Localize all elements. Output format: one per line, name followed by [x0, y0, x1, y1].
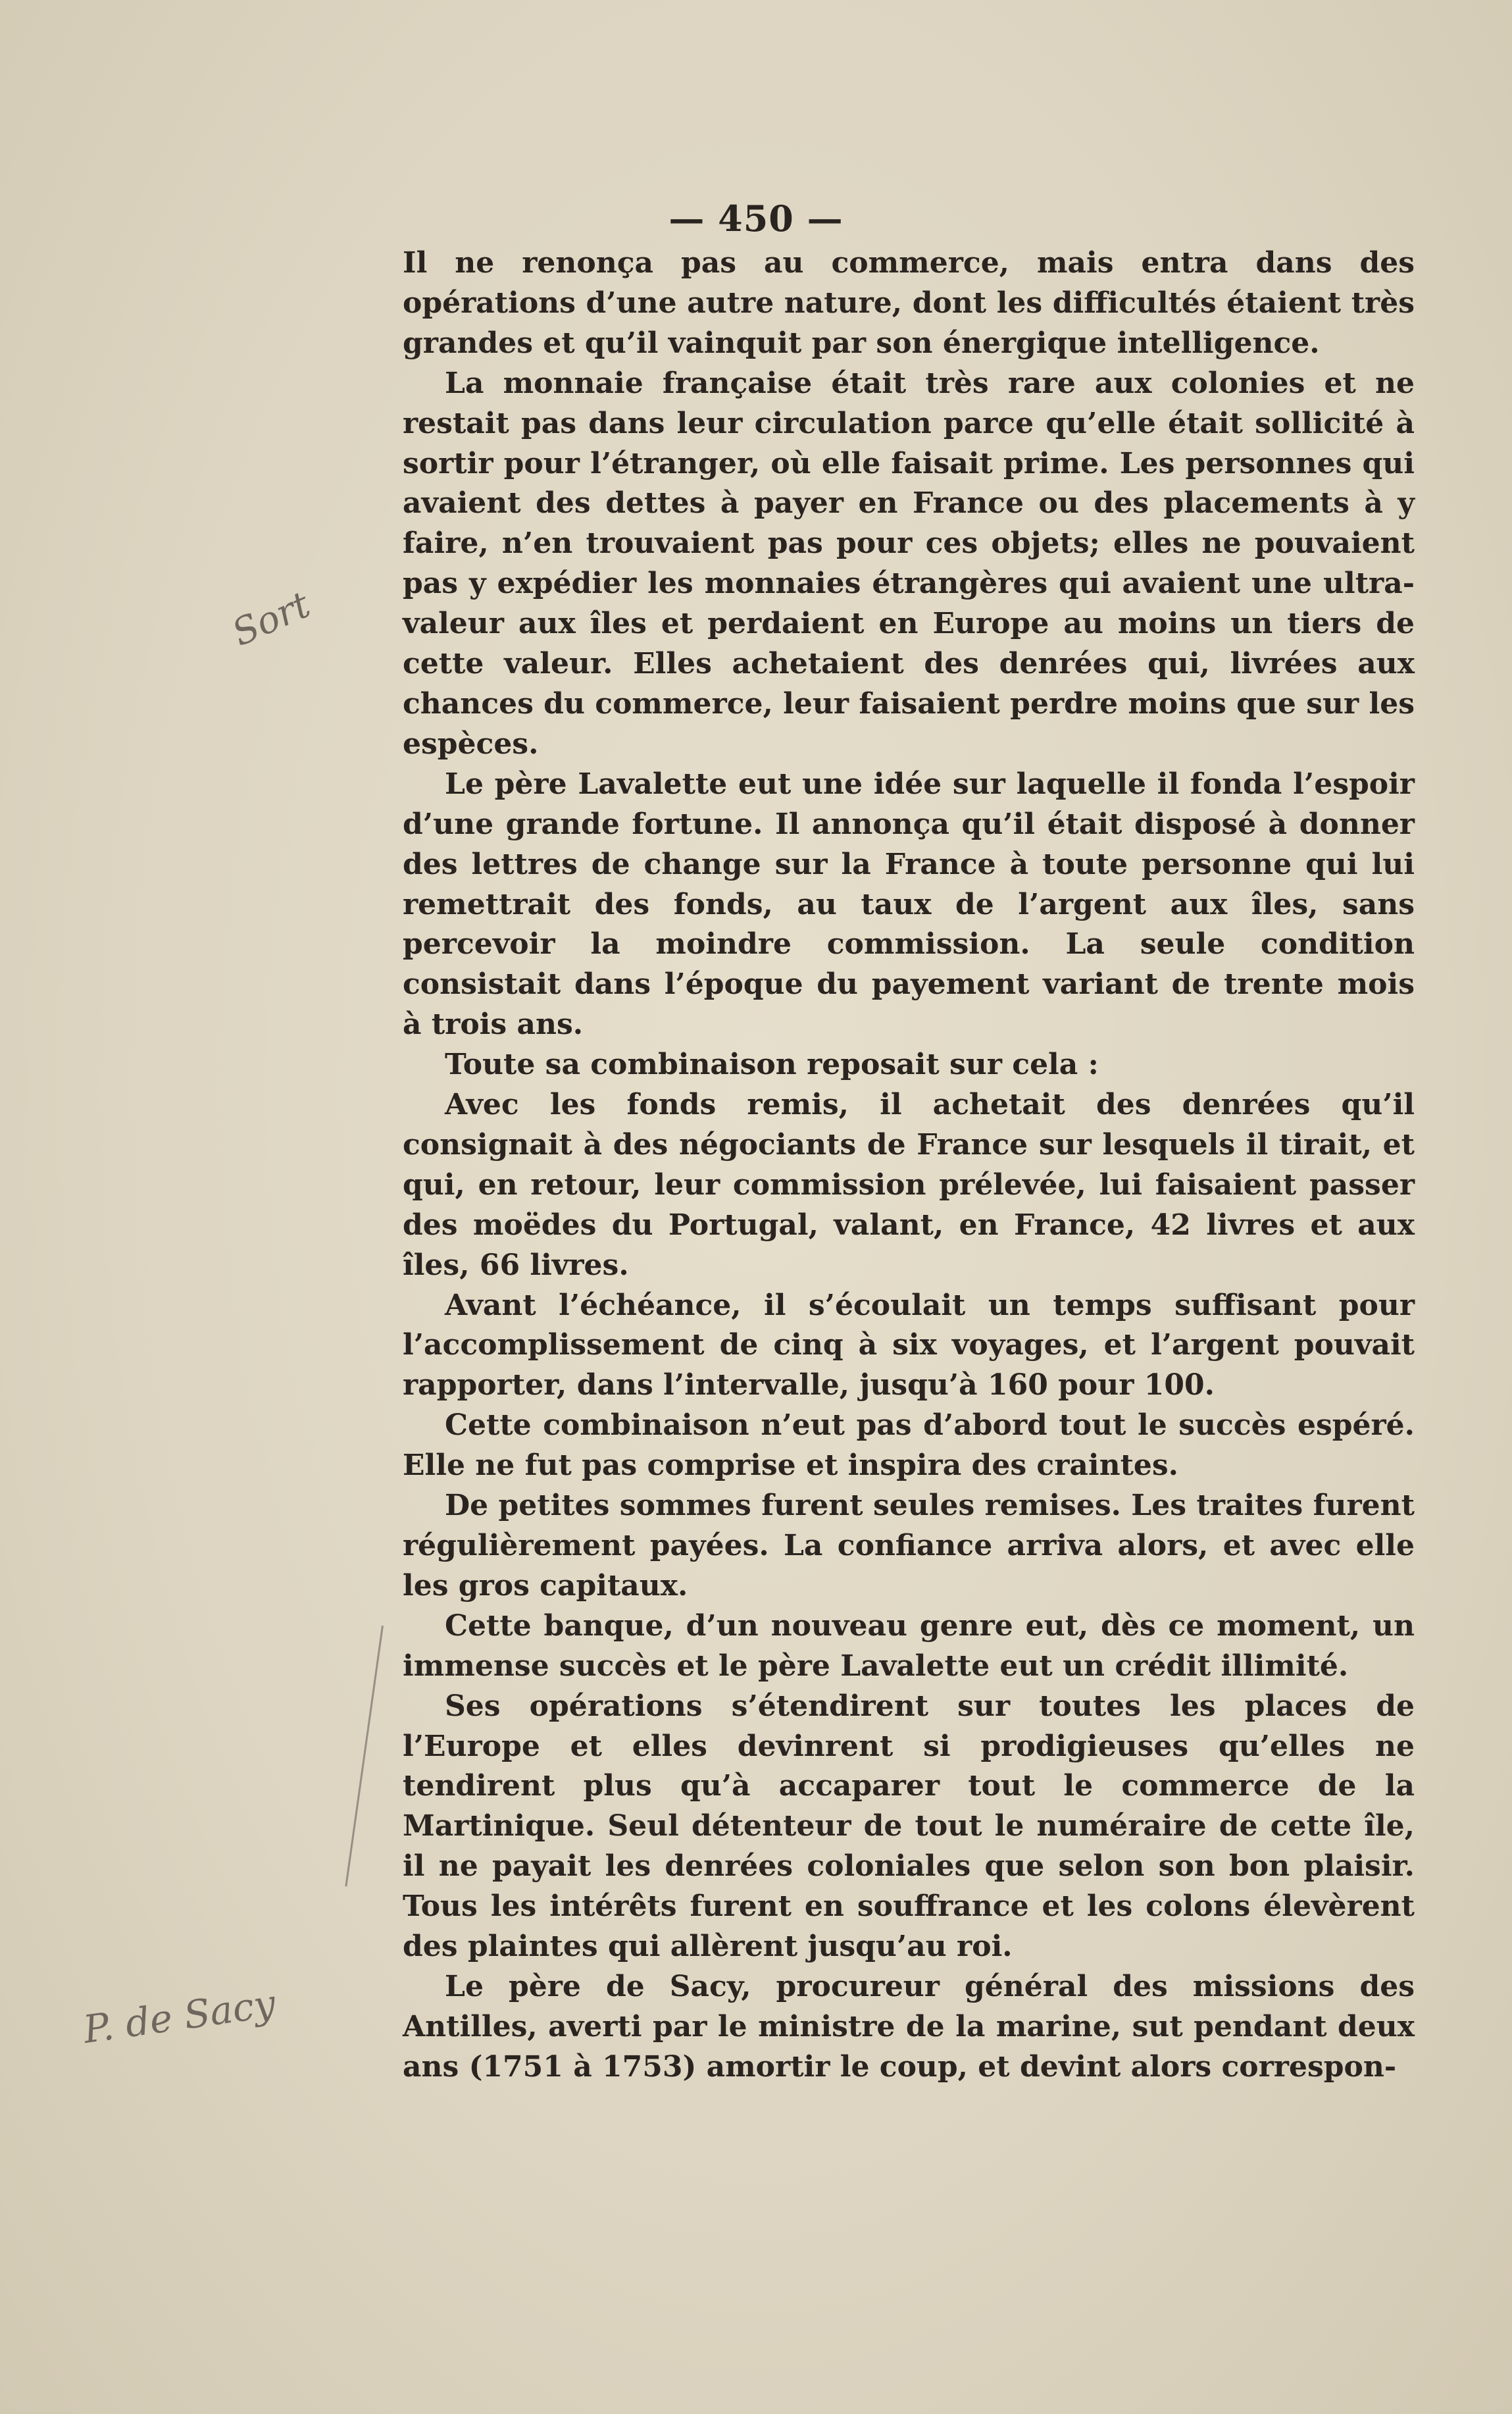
paragraph-7: Cette combinaison n’eut pas d’abord tout le succès espéré. Elle ne fut pas comprise et inspira des craintes.: [403, 1408, 1415, 1483]
paragraph-9: Cette banque, d’un nouveau genre eut, dès ce moment, un immense succès et le père Lavalette eut un crédit illimité.: [403, 1608, 1415, 1683]
paragraph-6: Avant l’échéance, il s’écoulait un temps suffisant pour l’accomplissement de cinq à six voyages, et l’argent pouvait rapporter, dans l’intervalle, jusqu’à 160 pour 100.: [403, 1288, 1415, 1402]
paragraph-11: Le père de Sacy, procureur général des missions des Antilles, averti par le ministre de la marine, sut pendant deux ans (1751 à 1753) amortir le coup, et devint alors correspon-: [403, 1969, 1415, 2084]
handwritten-signature: P. de Sacy: [80, 1980, 278, 2052]
handwritten-margin-note: Sort: [226, 583, 316, 655]
body-text: [403, 244, 1415, 2088]
page-number: — 450 —: [668, 197, 844, 240]
paragraph-5: Avec les fonds remis, il achetait des denrées qu’il consignait à des négociants de France sur lesquels il tirait, et qui, en retour, leur commission prélevée, lui faisaient passer des moëdes du Portugal, valant, en France, 42 livres et aux îles, 66 livres.: [403, 1088, 1415, 1282]
paragraph-3: Le père Lavalette eut une idée sur laquelle il fonda l’espoir d’une grande fortune. Il annonça qu’il était disposé à donner des lettres de change sur la France à toute personne qui lui remettrait des fonds, au taux de l’argent aux îles, sans percevoir la moindre commission. La seule condition consistait dans l’époque du payement variant de trente mois à trois ans.: [403, 767, 1415, 1042]
paragraph-1: Il ne renonça pas au commerce, mais entra dans des opérations d’une autre nature, dont les difficultés étaient très grandes et qu’il vainquit par son énergique intelligence.: [403, 246, 1415, 360]
paragraph-10: Ses opérations s’étendirent sur toutes les places de l’Europe et elles devinrent si prodigieuses qu’elles ne tendirent plus qu’à accaparer tout le commerce de la Martinique. Seul détenteur de tout le numéraire de cette île, il ne payait les denrées coloniales que selon son bon plaisir. Tous les intérêts furent en souffrance et les colons élevèrent des plaintes qui allèrent jusqu’au roi.: [403, 1689, 1415, 1964]
paragraph-8: De petites sommes furent seules remises. Les traites furent régulièrement payées. La confiance arriva alors, et avec elle les gros capitaux.: [403, 1489, 1415, 1603]
paragraph-4: Toute sa combinaison reposait sur cela :: [445, 1048, 1099, 1082]
paragraph-2: La monnaie française était très rare aux colonies et ne restait pas dans leur circulation parce qu’elle était sollicité à sortir pour l’étranger, où elle faisait prime. Les personnes qui avaient des dettes à payer en France ou des placements à y faire, n’en trouvaient pas pour ces objets; elles ne pouvaient pas y expédier les monnaies étrangères qui avaient une ultra-valeur aux îles et perdaient en Europe au moins un tiers de cette valeur. Elles achetaient des denrées qui, livrées aux chances du commerce, leur faisaient perdre moins que sur les espèces.: [403, 366, 1415, 761]
pencil-margin-mark: [345, 1626, 396, 1888]
